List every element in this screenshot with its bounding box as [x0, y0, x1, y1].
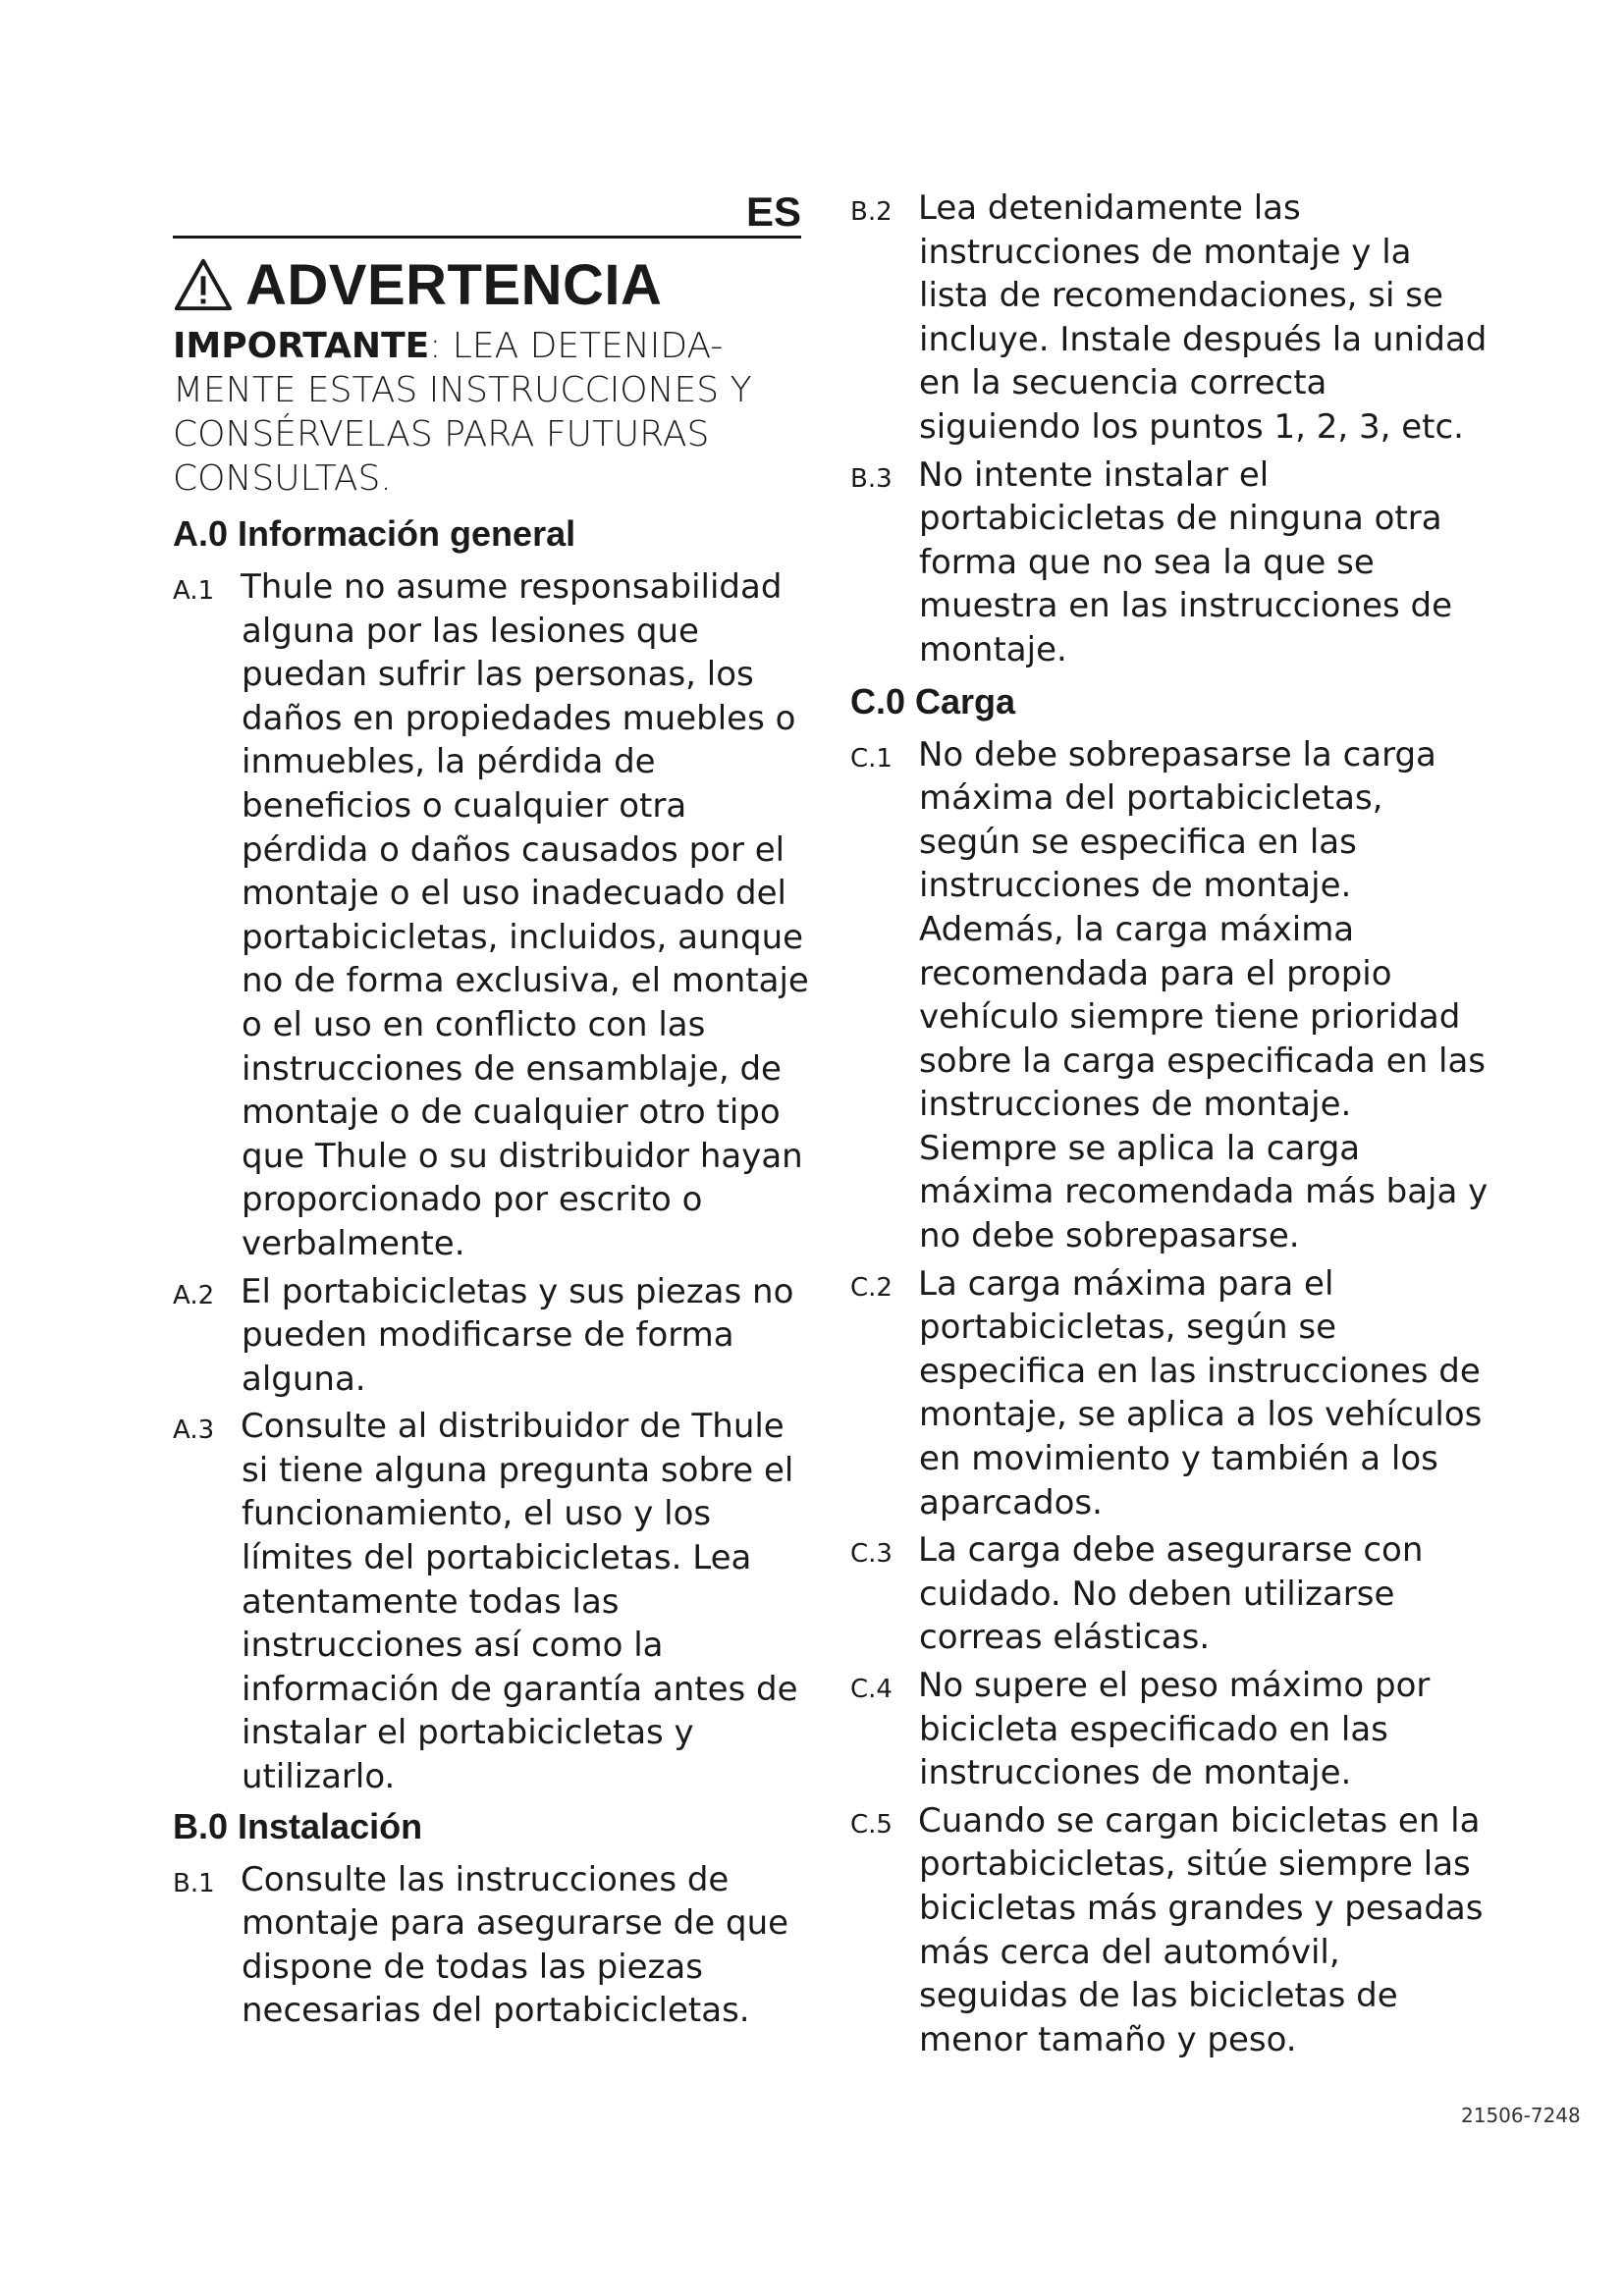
list-item	[850, 454, 1489, 672]
item-text: No supere el peso máximo por bicicleta especificado en las instrucciones de montaje.	[918, 1666, 1431, 1793]
item-number: C.5	[850, 1809, 893, 1840]
warning-triangle-icon	[173, 256, 234, 313]
item-number: A.1	[173, 576, 215, 606]
item-text: La carga debe asegurarse con cuidado. No deben utilizarse correas elásticas.	[918, 1530, 1424, 1658]
section-a0	[173, 512, 811, 2033]
item-number: C.2	[850, 1272, 893, 1303]
language-header	[173, 188, 801, 239]
list-item	[850, 1528, 1489, 1660]
list-item	[173, 565, 811, 1266]
item-text: No debe sobrepasarse la carga máxima del portabicicletas, según se especifica en las instrucciones de montaje. Además, la carga máxima recomendada para el propio vehículo siempre tiene prioridad sobre la carga especificada en las instrucciones de montaje. Siempre se aplica la carga máxima recomendada más baja y no debe sobrepasarse.	[918, 734, 1489, 1256]
item-number: B.2	[850, 197, 893, 227]
important-notice	[173, 324, 811, 501]
item-text: Cuando se cargan bicicletas en la portabicicletas, sitúe siempre las bicicletas más grandes y pesadas más cerca del automóvil, seguidas de las bicicletas de menor tamaño y peso.	[918, 1800, 1484, 2059]
item-number: B.3	[850, 463, 893, 494]
section-b0-continued	[850, 187, 1489, 2061]
list-item	[173, 1270, 811, 1402]
language-code: ES	[745, 188, 801, 235]
list-item	[850, 1664, 1489, 1795]
section-title: A.0 Información general	[173, 513, 576, 554]
document-code: 21506-7248	[1461, 2104, 1581, 2127]
list-item	[850, 187, 1489, 450]
section-title: C.0 Carga	[850, 680, 1016, 721]
important-text: : LEA DETENIDA-MENTE ESTAS INSTRUCCIONES Y CONSÉRVELAS PARA FUTURAS CONSULTAS.	[173, 326, 752, 499]
item-text: Thule no asume responsabilidad alguna por las lesiones que puedan sufrir las personas, los daños en propiedades muebles o inmuebles, la pérdida de beneficios o cualquier otra pérdida o daños causados por el montaje o el uso inadecuado del portabicicletas, incluidos, aunque no de forma exclusiva, el montaje o el uso en conflicto con las instrucciones de ensamblaje, de montaje o de cualquier otro tipo que Thule o su distribuidor hayan proporcionado por escrito o verbalmente.	[241, 567, 809, 1263]
item-number: A.3	[173, 1415, 215, 1446]
item-text: Lea detenidamente las instrucciones de montaje y la lista de recomendaciones, si se incluye. Instale después la unidad en la secuencia correcta siguiendo los puntos 1, 2, 3, etc.	[918, 188, 1488, 447]
item-text: Consulte al distribuidor de Thule si tiene alguna pregunta sobre el funcionamiento, el uso y los límites del portabicicletas. Lea atentamente todas las instrucciones así como la información de garantía antes de instalar el portabicicletas y utilizarlo.	[241, 1407, 798, 1797]
item-text: No intente instalar el portabicicletas de ninguna otra forma que no sea la que se muestra en las instrucciones de montaje.	[918, 454, 1453, 669]
item-text: La carga máxima para el portabicicletas, según se especifica en las instrucciones de montaje, se aplica a los vehículos en movimiento y también a los aparcados.	[918, 1263, 1483, 1522]
item-text: Consulte las instrucciones de montaje para asegurarse de que dispone de todas las piezas necesarias del portabicicletas.	[241, 1859, 789, 2031]
important-label: IMPORTANTE	[173, 326, 430, 366]
list-item	[173, 1405, 811, 1798]
item-number: C.3	[850, 1539, 893, 1570]
item-number: A.2	[173, 1280, 215, 1310]
warning-heading: ADVERTENCIA	[245, 252, 663, 317]
list-item	[850, 733, 1489, 1258]
item-text: El portabicicletas y sus piezas no pueden modificarse de forma alguna.	[241, 1271, 794, 1399]
section-title: B.0 Instalación	[173, 1805, 423, 1846]
list-item	[850, 1262, 1489, 1525]
item-number: C.4	[850, 1675, 893, 1704]
list-item	[173, 1858, 811, 2033]
warning-title	[173, 250, 662, 319]
list-item	[850, 1799, 1489, 2062]
item-number: B.1	[173, 1868, 215, 1898]
item-number: C.1	[850, 743, 893, 774]
